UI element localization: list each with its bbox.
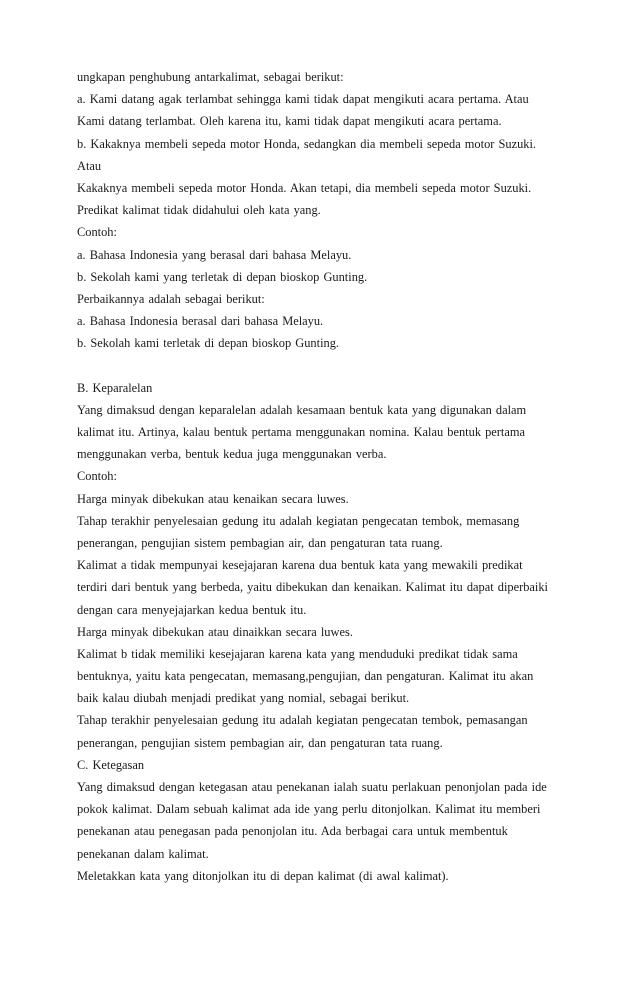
text-line: terdiri dari bentuk yang berbeda, yaitu dibekukan dan kenaikan. Kalimat itu dapat diperbaiki xyxy=(77,580,548,595)
text-line: b. Sekolah kami yang terletak di depan bioskop Gunting. xyxy=(77,269,368,284)
text-line: Yang dimaksud dengan ketegasan atau penekanan ialah suatu perlakuan penonjolan pada ide xyxy=(77,780,547,794)
text-line: penerangan, pengujian sistem pembagian air, dan pengaturan tata ruang. xyxy=(77,735,443,750)
text-line: Kakaknya membeli sepeda motor Honda. Akan tetapi, dia membeli sepeda motor Suzuki. xyxy=(77,180,532,195)
text-line: b. Sekolah kami terletak di depan bioskop Gunting. xyxy=(77,336,339,351)
section-heading: C. Ketegasan xyxy=(77,757,145,772)
text-line: penekanan atau penegasan pada penonjolan itu. Ada berbagai cara untuk membentuk xyxy=(77,824,508,839)
text-line: Predikat kalimat tidak didahului oleh kata yang. xyxy=(77,203,321,218)
document-body xyxy=(77,66,577,887)
text-line: bentuknya, yaitu kata pengecatan, memasang,pengujian, dan pengaturan. Kalimat itu akan xyxy=(77,669,534,684)
text-line: Meletakkan kata yang ditonjolkan itu di depan kalimat (di awal kalimat). xyxy=(77,868,449,883)
text-line: Kalimat b tidak memiliki kesejajaran karena kata yang menduduki predikat tidak sama xyxy=(77,646,518,661)
text-line: penerangan, pengujian sistem pembagian air, dan pengaturan tata ruang. xyxy=(77,535,443,550)
section-heading: B. Keparalelan xyxy=(77,380,153,395)
text-line: menggunakan verba, bentuk kedua juga menggunakan verba. xyxy=(77,447,387,462)
text-line: a. Bahasa Indonesia berasal dari bahasa Melayu. xyxy=(77,314,324,329)
text-line: Atau xyxy=(77,158,102,173)
text-line: Tahap terakhir penyelesaian gedung itu adalah kegiatan pengecatan tembok, memasang xyxy=(77,513,520,528)
text-line: kalimat itu. Artinya, kalau bentuk pertama menggunakan nomina. Kalau bentuk pertama xyxy=(77,425,526,439)
text-line: Perbaikannya adalah sebagai berikut: xyxy=(77,291,265,306)
text-line: a. Kami datang agak terlambat sehingga kami tidak dapat mengikuti acara pertama. Atau xyxy=(77,92,529,107)
text-line: Harga minyak dibekukan atau dinaikkan secara luwes. xyxy=(77,624,353,639)
text-line: ungkapan penghubung antarkalimat, sebagai berikut: xyxy=(77,70,344,84)
text-line: Yang dimaksud dengan keparalelan adalah kesamaan bentuk kata yang digunakan dalam xyxy=(77,402,527,417)
text-line: pokok kalimat. Dalam sebuah kalimat ada ide yang perlu ditonjolkan. Kalimat itu memberi xyxy=(77,802,541,817)
text-line: Harga minyak dibekukan atau kenaikan secara luwes. xyxy=(77,491,349,506)
text-line: Kami datang terlambat. Oleh karena itu, kami tidak dapat mengikuti acara pertama. xyxy=(77,114,502,129)
text-line: a. Bahasa Indonesia yang berasal dari bahasa Melayu. xyxy=(77,247,352,262)
text-line: Contoh: xyxy=(77,469,117,484)
text-line: dengan cara menyejajarkan kedua bentuk itu. xyxy=(77,602,307,617)
text-line: b. Kakaknya membeli sepeda motor Honda, sedangkan dia membeli sepeda motor Suzuki. xyxy=(77,136,537,151)
text-line: Contoh: xyxy=(77,225,117,240)
text-line: Tahap terakhir penyelesaian gedung itu adalah kegiatan pengecatan tembok, pemasangan xyxy=(77,713,528,728)
text-line: Kalimat a tidak mempunyai kesejajaran karena dua bentuk kata yang mewakili predikat xyxy=(77,558,523,573)
text-line: penekanan dalam kalimat. xyxy=(77,846,209,861)
text-line: baik kalau diubah menjadi predikat yang nomial, sebagai berikut. xyxy=(77,691,410,706)
